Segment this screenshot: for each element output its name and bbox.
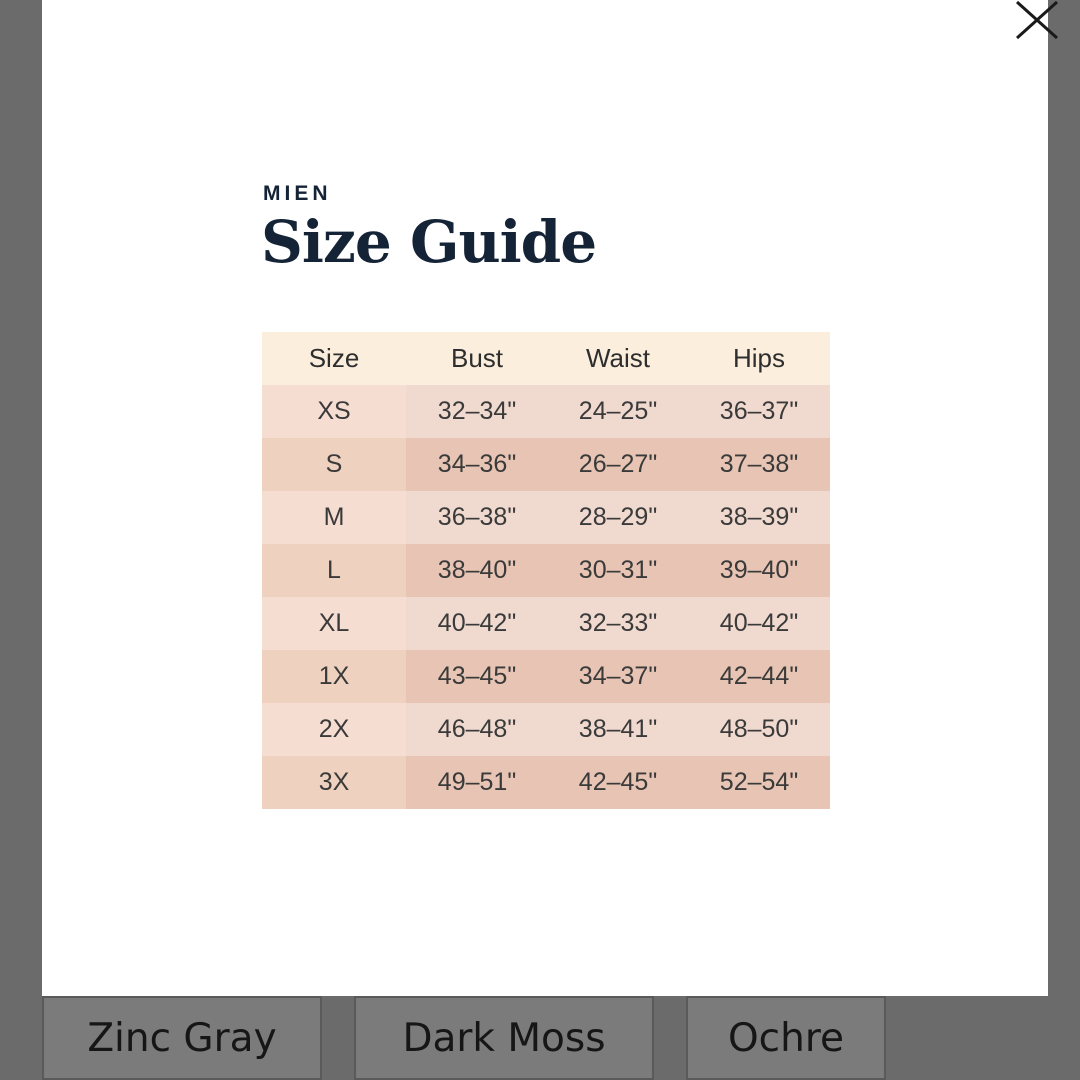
size-cell: S — [262, 438, 406, 491]
size-cell: M — [262, 491, 406, 544]
brand-name: MIEN — [263, 182, 332, 205]
size-chart-table — [262, 332, 830, 809]
header-bust: Bust — [406, 332, 548, 385]
hips-cell: 39–40" — [688, 544, 830, 597]
swatch-zinc-gray[interactable]: Zinc Gray — [42, 996, 322, 1080]
bust-cell: 40–42" — [406, 597, 548, 650]
swatch-dark-moss[interactable]: Dark Moss — [354, 996, 654, 1080]
bust-cell: 38–40" — [406, 544, 548, 597]
hips-cell: 42–44" — [688, 650, 830, 703]
table-row — [262, 544, 830, 597]
close-icon — [1008, 0, 1064, 44]
size-cell: 2X — [262, 703, 406, 756]
waist-cell: 24–25" — [548, 385, 688, 438]
hips-cell: 40–42" — [688, 597, 830, 650]
waist-cell: 34–37" — [548, 650, 688, 703]
hips-cell: 48–50" — [688, 703, 830, 756]
size-cell: XL — [262, 597, 406, 650]
bust-cell: 46–48" — [406, 703, 548, 756]
table-row — [262, 438, 830, 491]
header-size: Size — [262, 332, 406, 385]
table-header-row — [262, 332, 830, 385]
size-cell: XS — [262, 385, 406, 438]
page-title: Size Guide — [261, 208, 597, 276]
header-waist: Waist — [548, 332, 688, 385]
header-hips: Hips — [688, 332, 830, 385]
bust-cell: 32–34" — [406, 385, 548, 438]
hips-cell: 37–38" — [688, 438, 830, 491]
hips-cell: 52–54" — [688, 756, 830, 809]
table-row — [262, 703, 830, 756]
table-row — [262, 756, 830, 809]
size-cell: 1X — [262, 650, 406, 703]
waist-cell: 28–29" — [548, 491, 688, 544]
hips-cell: 38–39" — [688, 491, 830, 544]
table-row — [262, 491, 830, 544]
size-cell: L — [262, 544, 406, 597]
table-row — [262, 597, 830, 650]
waist-cell: 38–41" — [548, 703, 688, 756]
table-row — [262, 385, 830, 438]
bust-cell: 36–38" — [406, 491, 548, 544]
close-button[interactable] — [1008, 0, 1064, 44]
waist-cell: 42–45" — [548, 756, 688, 809]
waist-cell: 32–33" — [548, 597, 688, 650]
waist-cell: 30–31" — [548, 544, 688, 597]
waist-cell: 26–27" — [548, 438, 688, 491]
bust-cell: 34–36" — [406, 438, 548, 491]
size-cell: 3X — [262, 756, 406, 809]
bust-cell: 49–51" — [406, 756, 548, 809]
table-row — [262, 650, 830, 703]
color-swatch-bar — [0, 996, 1080, 1080]
hips-cell: 36–37" — [688, 385, 830, 438]
bust-cell: 43–45" — [406, 650, 548, 703]
swatch-ochre[interactable]: Ochre — [686, 996, 886, 1080]
